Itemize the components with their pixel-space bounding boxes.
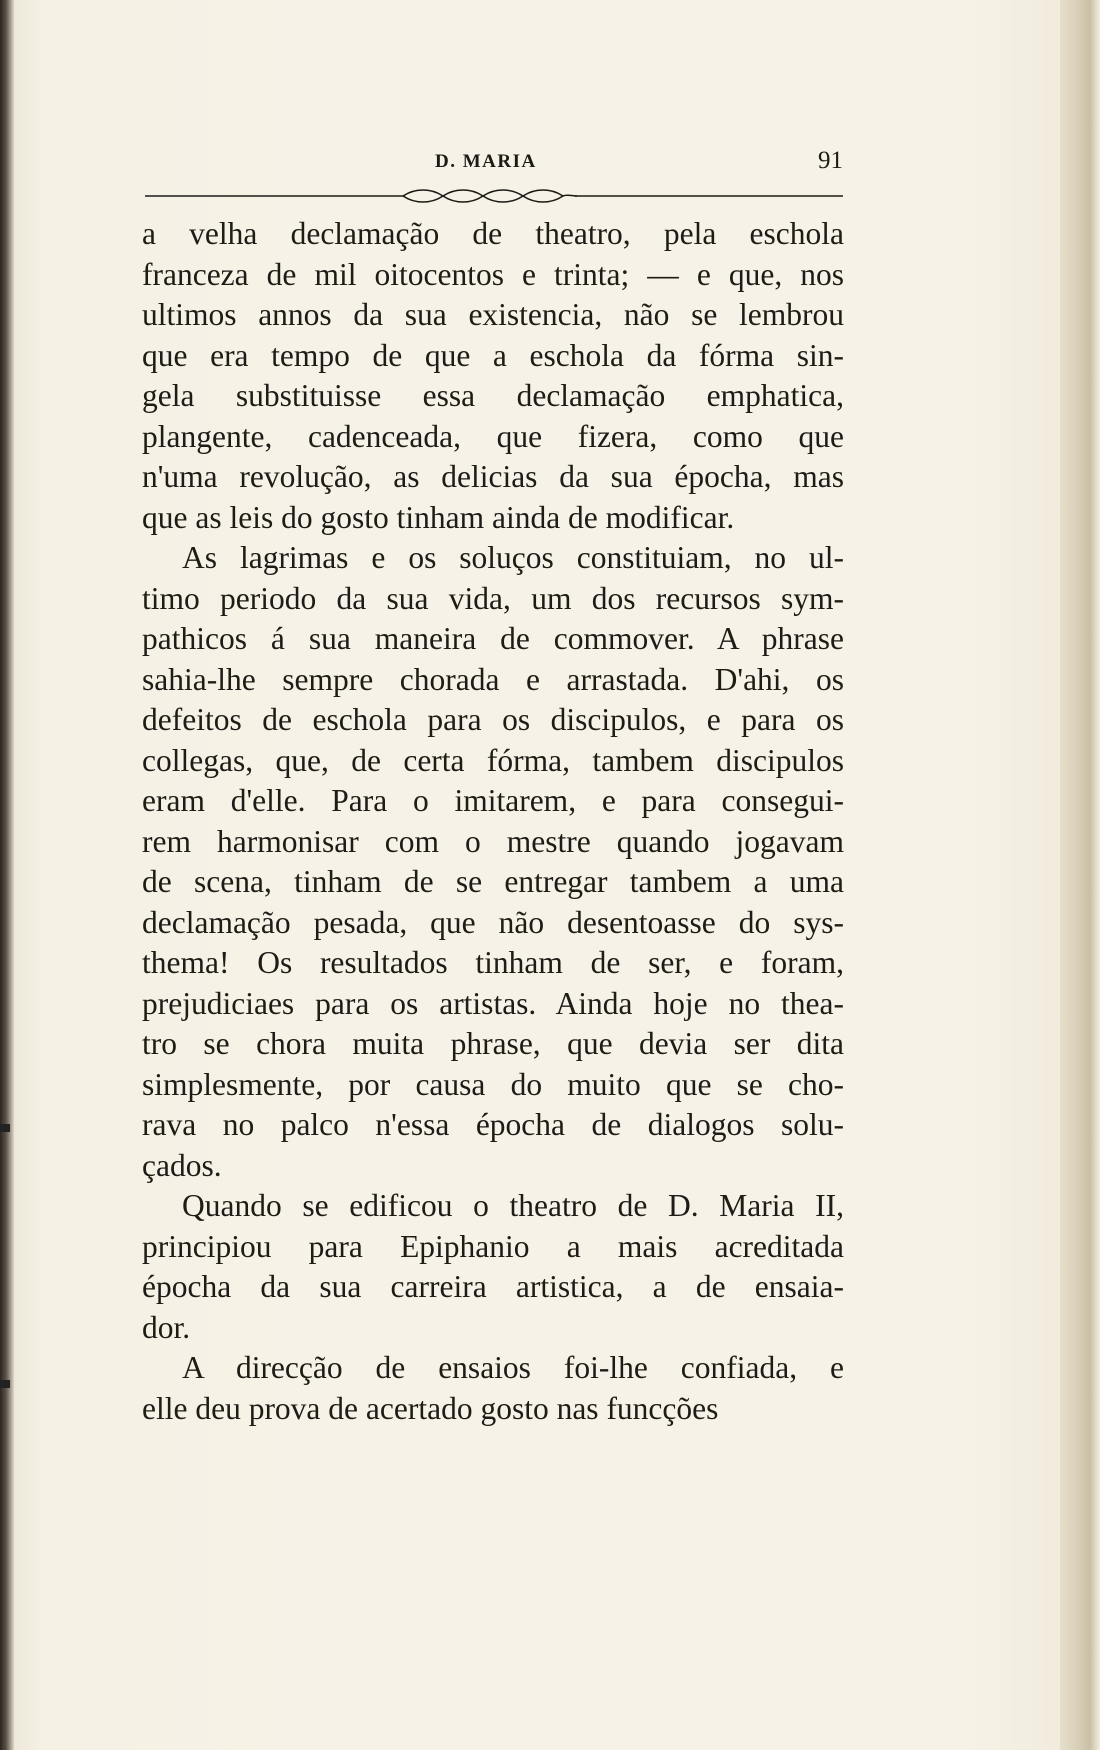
text-line: As lagrimas e os soluços constituiam, no ul-	[182, 540, 844, 575]
text-line: declamação pesada, que não desentoasse do sys-	[142, 904, 844, 940]
rule-ornament	[403, 190, 577, 202]
text-line: plangente, cadenceada, que fizera, como que	[142, 418, 844, 454]
text-line: defeitos de eschola para os discipulos, e para os	[142, 702, 844, 737]
text-line: dor.	[142, 1309, 191, 1345]
text-line: que era tempo de que a eschola da fórma sin-	[142, 337, 844, 373]
text-line: rem harmonisar com o mestre quando jogavam	[142, 823, 844, 859]
running-head	[145, 147, 843, 181]
text-line: prejudiciaes para os artistas. Ainda hoje no thea-	[142, 985, 844, 1021]
text-line: a velha declamação de theatro, pela eschola	[142, 216, 844, 251]
paragraph	[142, 214, 844, 538]
text-line: eram d'elle. Para o imitarem, e para consegui-	[142, 783, 844, 818]
text-line: çados.	[142, 1147, 222, 1183]
text-line: sahia-lhe sempre chorada e arrastada. D'ahi, os	[142, 661, 844, 697]
running-head-title: D. MARIA	[435, 151, 537, 172]
text-line: elle deu prova de acertado gosto nas funcções	[142, 1390, 719, 1426]
text-line: collegas, que, de certa fórma, tambem discipulos	[142, 742, 844, 778]
text-line: simplesmente, por causa do muito que se cho-	[142, 1066, 844, 1102]
text-line: n'uma revolução, as delicias da sua épocha, mas	[142, 459, 844, 494]
ornamental-rule	[145, 184, 843, 208]
page-edge	[1060, 0, 1100, 1750]
paragraph	[142, 1348, 844, 1429]
margin-mark	[0, 1380, 10, 1388]
text-line: Quando se edificou o theatro de D. Maria II,	[182, 1188, 844, 1223]
text-line: gela substituisse essa declamação emphatica,	[142, 378, 844, 413]
text-line: rava no palco n'essa épocha de dialogos solu-	[142, 1107, 844, 1142]
text-line: épocha da sua carreira artistica, a de ensaia-	[142, 1269, 844, 1304]
text-line: que as leis do gosto tinham ainda de modificar.	[142, 499, 735, 535]
text-line: timo periodo da sua vida, um dos recursos sym-	[142, 580, 844, 616]
text-line: pathicos á sua maneira de commover. A phrase	[142, 621, 844, 656]
text-line: A direcção de ensaios foi-lhe confiada, e	[182, 1350, 844, 1385]
binding-shadow	[0, 0, 14, 1750]
text-line: tro se chora muita phrase, que devia ser dita	[142, 1026, 844, 1061]
paragraph	[142, 1186, 844, 1348]
paragraph	[142, 538, 844, 1186]
margin-mark	[0, 1124, 10, 1132]
text-line: principiou para Epiphanio a mais acreditada	[142, 1228, 844, 1264]
text-line: de scena, tinham de se entregar tambem a uma	[142, 864, 844, 899]
page-number: 91	[818, 147, 843, 174]
text-line: ultimos annos da sua existencia, não se lembrou	[142, 297, 844, 332]
text-line: franceza de mil oitocentos e trinta; — e que, nos	[142, 256, 844, 292]
body-text	[142, 214, 844, 1429]
text-line: thema! Os resultados tinham de ser, e foram,	[142, 945, 844, 980]
